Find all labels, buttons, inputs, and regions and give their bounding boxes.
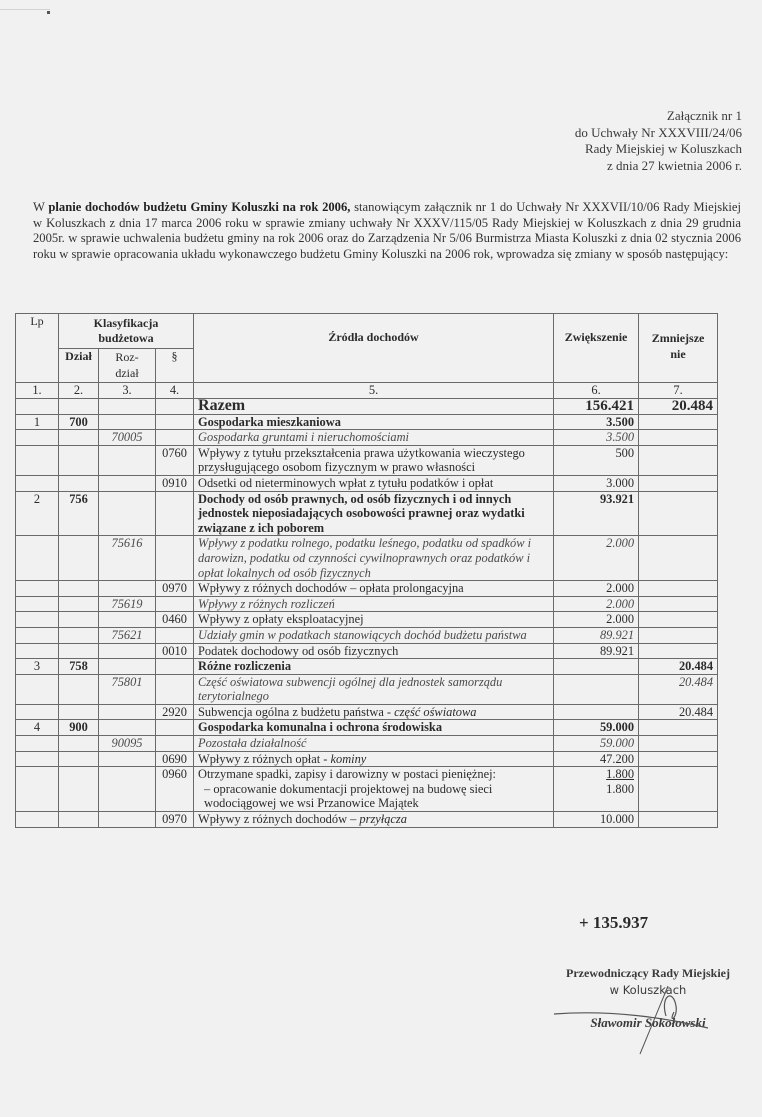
handwritten-signature-icon (548, 966, 748, 1056)
cell-description (194, 643, 554, 659)
signature-name: Sławomir Sokołowski (590, 1015, 706, 1030)
cell-paragraf (156, 659, 194, 675)
description-text: Pozostała działalność (198, 736, 307, 751)
increase-value: 47.200 (599, 751, 635, 766)
cell-paragraf (156, 720, 194, 736)
description-text: Gospodarka komunalna i ochrona środowiska (198, 720, 443, 735)
cell-paragraf: 0970 (156, 581, 194, 597)
cell-increase (554, 812, 639, 828)
total-increase: 156.421 (554, 399, 639, 415)
table-row (16, 751, 718, 767)
cell-increase (554, 445, 639, 475)
table-row (16, 659, 718, 675)
cell-rozdzial (99, 720, 156, 736)
cell-description (194, 475, 554, 491)
cell-description (194, 612, 554, 628)
description-text: Różne rozliczenia (198, 659, 292, 674)
table-row (16, 627, 718, 643)
cell-rozdzial (99, 475, 156, 491)
cell-paragraf (156, 596, 194, 612)
table-row (16, 414, 718, 430)
attachment-header (575, 108, 742, 174)
num-1: 1. (16, 383, 59, 399)
cell-description (194, 736, 554, 752)
cell-decrease (639, 596, 718, 612)
cell-rozdzial (99, 751, 156, 767)
cell-paragraf: 0760 (156, 445, 194, 475)
description-text: Wpływy z tytułu przekształcenia prawa użytkowania wieczystego przysługującego osobom fizycznym w prawo własności (198, 445, 525, 475)
cell-lp (16, 430, 59, 446)
description-text: Udziały gmin w podatkach stanowiących dochód budżetu państwa (198, 627, 527, 642)
cell-lp (16, 596, 59, 612)
scan-dot (47, 11, 50, 14)
cell-increase (554, 475, 639, 491)
cell-lp (16, 812, 59, 828)
cell-description (194, 674, 554, 704)
cell-dzial: 758 (59, 659, 99, 675)
cell-rozdzial (99, 767, 156, 812)
cell-decrease (639, 491, 718, 536)
cell-dzial: 900 (59, 720, 99, 736)
cell-dzial (59, 751, 99, 767)
col-header-klasyfikacja: Klasyfikacja budżetowa (59, 314, 194, 349)
cell-paragraf (156, 536, 194, 581)
table-row (16, 812, 718, 828)
cell-decrease (639, 736, 718, 752)
cell-rozdzial: 75621 (99, 627, 156, 643)
num-6: 6. (554, 383, 639, 399)
cell-decrease (639, 720, 718, 736)
council-name: Rady Miejskiej w Koluszkach (584, 141, 742, 156)
table-row (16, 643, 718, 659)
description-text: Wpływy z opłaty eksploatacyjnej (198, 612, 364, 627)
cell-description (194, 767, 554, 812)
cell-description (194, 491, 554, 536)
table-row (16, 475, 718, 491)
total-decrease: 20.484 (639, 399, 718, 415)
cell-increase (554, 767, 639, 812)
cell-paragraf: 0910 (156, 475, 194, 491)
col-header-zwiekszenie: Zwiększenie (554, 314, 639, 383)
cell-lp (16, 751, 59, 767)
table-row (16, 536, 718, 581)
cell-increase (554, 581, 639, 597)
cell-dzial (59, 612, 99, 628)
cell-description (194, 720, 554, 736)
cell-dzial: 756 (59, 491, 99, 536)
cell-dzial (59, 736, 99, 752)
cell-decrease (639, 430, 718, 446)
cell-dzial (59, 704, 99, 720)
cell-paragraf (156, 491, 194, 536)
cell-paragraf: 0460 (156, 612, 194, 628)
cell-lp (16, 643, 59, 659)
cell-lp (16, 704, 59, 720)
cell-lp (16, 536, 59, 581)
cell-dzial (59, 767, 99, 812)
cell-rozdzial (99, 612, 156, 628)
cell-decrease: 20.484 (639, 674, 718, 704)
cell-rozdzial (99, 659, 156, 675)
cell-increase (554, 736, 639, 752)
col-header-zrodla: Źródła dochodów (194, 314, 554, 383)
cell-lp: 2 (16, 491, 59, 536)
increase-subvalue: 1.800 (606, 781, 635, 796)
table-row (16, 767, 718, 812)
cell-paragraf: 0690 (156, 751, 194, 767)
col-header-rozdzial: Roz- dział (99, 349, 156, 383)
cell-decrease (639, 751, 718, 767)
attachment-number: Załącznik nr 1 (666, 108, 742, 123)
increase-value: 89.921 (599, 643, 635, 658)
cell-dzial (59, 475, 99, 491)
cell-lp: 4 (16, 720, 59, 736)
increase-value: 93.921 (599, 491, 635, 506)
cell-decrease (639, 767, 718, 812)
table-row (16, 704, 718, 720)
cell-increase (554, 751, 639, 767)
signature-block (548, 966, 748, 1031)
budget-table (15, 313, 718, 828)
cell-description (194, 430, 554, 446)
cell-rozdzial (99, 643, 156, 659)
cell-paragraf (156, 627, 194, 643)
increase-value: 3.500 (606, 414, 635, 429)
cell-dzial (59, 812, 99, 828)
col-header-zmniejszenie: Zmniejsze nie (639, 314, 718, 383)
cell-paragraf: 0970 (156, 812, 194, 828)
cell-dzial (59, 445, 99, 475)
increase-value: 59.000 (599, 736, 635, 751)
cell-dzial (59, 596, 99, 612)
increase-value: 2.000 (606, 612, 635, 627)
cell-increase (554, 643, 639, 659)
total-label: Razem (194, 399, 554, 415)
cell-paragraf (156, 736, 194, 752)
num-5: 5. (194, 383, 554, 399)
cell-decrease: 20.484 (639, 659, 718, 675)
cell-increase (554, 414, 639, 430)
table-row (16, 596, 718, 612)
increase-value: 3.000 (606, 475, 635, 490)
total-row (16, 399, 718, 415)
cell-rozdzial: 70005 (99, 430, 156, 446)
description-text: Wpływy z różnych rozliczeń (198, 596, 335, 611)
table-row (16, 581, 718, 597)
description-text: Otrzymane spadki, zapisy i darowizny w postaci pieniężnej: (198, 767, 496, 782)
resolution-number: do Uchwały Nr XXXVIII/24/06 (574, 124, 742, 140)
cell-lp (16, 627, 59, 643)
description-text: Wpływy z podatku rolnego, podatku leśnego, podatku od spadków i darowizn, podatku od czynności cywilnoprawnych oraz podatków i opłat lokalnych od osób fizycznych (198, 536, 532, 580)
cell-rozdzial: 75801 (99, 674, 156, 704)
description-text: Część oświatowa subwencji ogólnej dla jednostek samorządu terytorialnego (198, 674, 503, 704)
description-text: Subwencja ogólna z budżetu państwa - (198, 704, 395, 719)
cell-rozdzial: 75616 (99, 536, 156, 581)
increase-value: 2.000 (606, 596, 635, 611)
cell-description (194, 581, 554, 597)
description-text: Podatek dochodowy od osób fizycznych (198, 643, 399, 658)
cell-decrease (639, 627, 718, 643)
cell-rozdzial: 75619 (99, 596, 156, 612)
cell-dzial (59, 430, 99, 446)
description-emphasis: kominy (330, 751, 367, 766)
cell-increase (554, 674, 639, 704)
cell-lp (16, 767, 59, 812)
cell-decrease (639, 475, 718, 491)
cell-decrease (639, 612, 718, 628)
intro-lead: W (33, 200, 45, 214)
col-header-dzial: Dział (59, 349, 99, 383)
cell-decrease (639, 812, 718, 828)
table-row (16, 445, 718, 475)
cell-increase (554, 612, 639, 628)
cell-lp (16, 475, 59, 491)
cell-description (194, 704, 554, 720)
resolution-date: z dnia 27 kwietnia 2006 r. (606, 157, 742, 173)
cell-paragraf: 0010 (156, 643, 194, 659)
description-subitem: – opracowanie dokumentacji projektowej na budowę sieci wodociągowej we wsi Przanowice Majątek (204, 781, 493, 811)
increase-value: 500 (615, 445, 635, 460)
cell-decrease (639, 536, 718, 581)
cell-increase (554, 596, 639, 612)
description-text: Wpływy z różnych dochodów – opłata prolongacyjna (198, 581, 464, 596)
scan-mark (0, 9, 50, 10)
cell-increase (554, 430, 639, 446)
cell-increase (554, 491, 639, 536)
numbering-row (16, 383, 718, 399)
cell-paragraf: 2920 (156, 704, 194, 720)
cell-lp (16, 736, 59, 752)
cell-description (194, 536, 554, 581)
num-2: 2. (59, 383, 99, 399)
cell-dzial (59, 674, 99, 704)
cell-increase (554, 659, 639, 675)
cell-increase (554, 627, 639, 643)
cell-paragraf (156, 414, 194, 430)
signature-title: Przewodniczący Rady Miejskiej (566, 966, 730, 980)
num-7: 7. (639, 383, 718, 399)
cell-lp (16, 445, 59, 475)
num-3: 3. (99, 383, 156, 399)
cell-rozdzial (99, 491, 156, 536)
table-row (16, 612, 718, 628)
table-row (16, 430, 718, 446)
description-text: Dochody od osób prawnych, od osób fizycznych i od innych jednostek nieposiadających osobowości prawnej oraz wydatki związane z ich poborem (198, 491, 525, 535)
intro-text: stanowiącym załącznik nr 1 do Uchwały Nr XXXVII/10/06 Rady Miejskiej w Koluszkach z dnia 17 marca 2006 roku w sprawie zmiany uchwały Nr XXXV/115/05 Rady Miejskiej w Koluszkach z dnia 29 grudnia 2005r. w sprawie uchwalenia budżetu gminy na rok 2006 oraz do Zarządzenia Nr 5/06 Burmistrza Miasta Koluszki z dnia 02 stycznia 2006 roku w sprawie opracowania układu wykonawczego budżetu Gminy Koluszki na 2006 rok, wprowadza się zmiany w sposób następujący: (33, 200, 742, 261)
cell-paragraf (156, 430, 194, 446)
intro-paragraph (33, 200, 741, 262)
increase-value: 59.000 (599, 720, 635, 735)
cell-paragraf (156, 674, 194, 704)
cell-increase (554, 536, 639, 581)
cell-description (194, 812, 554, 828)
cell-decrease (639, 581, 718, 597)
description-emphasis: część oświatowa (394, 704, 477, 719)
cell-dzial: 700 (59, 414, 99, 430)
cell-rozdzial (99, 581, 156, 597)
cell-description (194, 627, 554, 643)
col-header-lp: Lp (16, 314, 59, 383)
cell-dzial (59, 581, 99, 597)
cell-description (194, 659, 554, 675)
description-text: Gospodarka gruntami i nieruchomościami (198, 430, 410, 445)
increase-value: 2.000 (606, 536, 635, 551)
description-text: Wpływy z różnych dochodów – (198, 812, 360, 827)
cell-increase (554, 704, 639, 720)
cell-description (194, 414, 554, 430)
cell-rozdzial (99, 812, 156, 828)
increase-value: 1.800 (606, 767, 635, 782)
increase-value: 2.000 (606, 581, 635, 596)
cell-rozdzial: 90095 (99, 736, 156, 752)
increase-value: 3.500 (606, 430, 635, 445)
table-row (16, 736, 718, 752)
cell-decrease (639, 414, 718, 430)
cell-lp: 3 (16, 659, 59, 675)
cell-dzial (59, 536, 99, 581)
description-text: Wpływy z różnych opłat - (198, 751, 331, 766)
table-row (16, 491, 718, 536)
cell-rozdzial (99, 704, 156, 720)
cell-paragraf: 0960 (156, 767, 194, 812)
cell-description (194, 751, 554, 767)
cell-lp: 1 (16, 414, 59, 430)
increase-value: 10.000 (599, 812, 635, 827)
cell-dzial (59, 627, 99, 643)
cell-dzial (59, 643, 99, 659)
num-4: 4. (156, 383, 194, 399)
cell-rozdzial (99, 414, 156, 430)
cell-lp (16, 674, 59, 704)
description-text: Odsetki od nieterminowych wpłat z tytułu podatków i opłat (198, 475, 494, 490)
signature-place: w Koluszkach (609, 983, 687, 997)
cell-lp (16, 612, 59, 628)
description-text: Gospodarka mieszkaniowa (198, 414, 341, 429)
table-row (16, 674, 718, 704)
cell-decrease (639, 643, 718, 659)
cell-decrease (639, 445, 718, 475)
table-row (16, 720, 718, 736)
cell-decrease: 20.484 (639, 704, 718, 720)
net-change-total: + 135.937 (579, 913, 649, 932)
cell-rozdzial (99, 445, 156, 475)
cell-lp (16, 581, 59, 597)
cell-increase (554, 720, 639, 736)
cell-description (194, 596, 554, 612)
intro-bold: planie dochodów budżetu Gminy Koluszki na rok 2006, (48, 200, 351, 214)
description-emphasis: przyłącza (359, 812, 407, 827)
increase-value: 89.921 (599, 627, 635, 642)
col-header-paragraf: § (156, 349, 194, 383)
cell-description (194, 445, 554, 475)
